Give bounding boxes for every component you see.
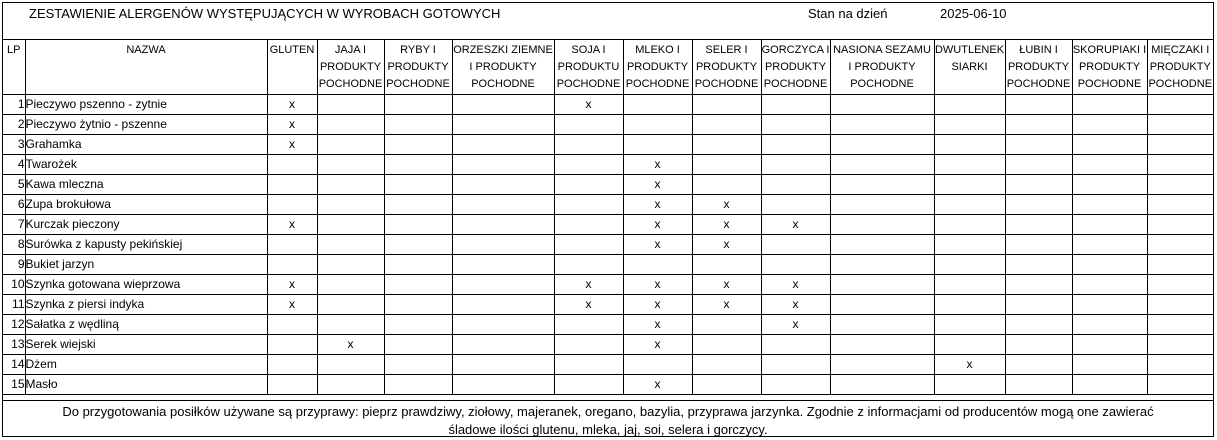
allergen-cell[interactable]: x — [554, 295, 623, 315]
allergen-cell[interactable] — [384, 315, 452, 335]
allergen-cell[interactable] — [384, 295, 452, 315]
product-name[interactable]: Dżem — [25, 355, 267, 375]
allergen-cell[interactable] — [452, 295, 554, 315]
allergen-cell[interactable]: x — [692, 295, 761, 315]
allergen-cell[interactable] — [384, 375, 452, 395]
allergen-cell[interactable] — [1072, 295, 1147, 315]
allergen-cell[interactable] — [1147, 115, 1213, 135]
table-row — [3, 295, 1213, 315]
allergen-cell[interactable] — [1147, 255, 1213, 275]
allergen-cell[interactable] — [452, 335, 554, 355]
allergen-cell[interactable] — [830, 135, 934, 155]
allergen-cell[interactable] — [317, 315, 384, 335]
column-header-name[interactable]: NAZWA — [25, 40, 267, 95]
table-row — [3, 255, 1213, 275]
row-number[interactable]: 11 — [3, 295, 25, 315]
sheet-title: ZESTAWIENIE ALERGENÓW WYSTĘPUJĄCYCH W WYROBACH GOTOWYCH — [29, 6, 501, 21]
allergen-cell[interactable] — [1005, 335, 1072, 355]
allergen-cell[interactable]: x — [623, 195, 692, 215]
allergen-cell[interactable] — [830, 155, 934, 175]
allergen-cell[interactable] — [554, 235, 623, 255]
allergen-cell[interactable] — [934, 235, 1005, 255]
allergen-cell[interactable] — [692, 355, 761, 375]
allergen-cell[interactable] — [267, 375, 317, 395]
row-number[interactable]: 13 — [3, 335, 25, 355]
allergen-cell[interactable] — [384, 335, 452, 355]
allergen-cell[interactable] — [1005, 235, 1072, 255]
allergen-cell[interactable] — [830, 195, 934, 215]
column-header-soy[interactable]: SOJA I PRODUKTU POCHODNE — [554, 40, 623, 95]
allergen-cell[interactable]: x — [761, 215, 830, 235]
allergen-cell[interactable] — [384, 255, 452, 275]
product-name[interactable]: Kawa mleczna — [25, 175, 267, 195]
footer-note — [3, 400, 1213, 437]
allergen-cell[interactable] — [554, 335, 623, 355]
allergen-cell[interactable] — [1147, 215, 1213, 235]
allergen-cell[interactable] — [934, 135, 1005, 155]
column-header-milk[interactable]: MLEKO I PRODUKTY POCHODNE — [623, 40, 692, 95]
footer-line-2: śladowe ilości glutenu, mleka, jaj, soi, selera i gorczycy. — [448, 422, 768, 437]
allergen-cell[interactable] — [1005, 255, 1072, 275]
allergen-cell[interactable] — [554, 115, 623, 135]
allergen-cell[interactable] — [934, 335, 1005, 355]
allergen-cell[interactable] — [934, 175, 1005, 195]
product-name[interactable]: Surówka z kapusty pekińskiej — [25, 235, 267, 255]
allergen-cell[interactable] — [554, 215, 623, 235]
allergen-cell[interactable]: x — [267, 295, 317, 315]
allergen-cell[interactable] — [452, 135, 554, 155]
allergen-cell[interactable] — [317, 195, 384, 215]
allergen-cell[interactable] — [830, 215, 934, 235]
allergen-cell[interactable]: x — [761, 315, 830, 335]
allergen-cell[interactable] — [934, 155, 1005, 175]
table-row — [3, 215, 1213, 235]
allergen-cell[interactable] — [267, 235, 317, 255]
allergen-cell[interactable] — [692, 175, 761, 195]
allergen-cell[interactable] — [1147, 355, 1213, 375]
allergen-cell[interactable] — [934, 215, 1005, 235]
date-value[interactable]: 2025-06-10 — [940, 6, 1007, 21]
column-header-mustard[interactable]: GORCZYCA I PRODUKTY POCHODNE — [761, 40, 830, 95]
allergen-cell[interactable] — [761, 375, 830, 395]
column-header-sulphites[interactable]: DWUTLENEK SIARKI — [934, 40, 1005, 95]
table-row — [3, 175, 1213, 195]
allergen-cell[interactable]: x — [267, 115, 317, 135]
product-name[interactable]: Masło — [25, 375, 267, 395]
allergen-cell[interactable] — [761, 95, 830, 115]
allergen-cell[interactable] — [1072, 315, 1147, 335]
allergen-cell[interactable] — [384, 175, 452, 195]
allergen-cell[interactable] — [1005, 295, 1072, 315]
allergen-cell[interactable] — [761, 255, 830, 275]
allergen-cell[interactable] — [830, 355, 934, 375]
allergen-cell[interactable] — [761, 175, 830, 195]
allergen-cell[interactable] — [692, 135, 761, 155]
allergen-cell[interactable] — [317, 275, 384, 295]
allergen-cell[interactable] — [934, 95, 1005, 115]
allergen-cell[interactable]: x — [623, 375, 692, 395]
allergen-cell[interactable] — [1147, 135, 1213, 155]
allergen-cell[interactable] — [1005, 315, 1072, 335]
allergen-cell[interactable] — [692, 315, 761, 335]
allergen-cell[interactable] — [1005, 375, 1072, 395]
allergen-cell[interactable] — [830, 315, 934, 335]
allergen-cell[interactable] — [934, 255, 1005, 275]
allergen-cell[interactable] — [267, 155, 317, 175]
allergen-cell[interactable] — [554, 155, 623, 175]
allergen-cell[interactable] — [384, 215, 452, 235]
date-label: Stan na dzień — [808, 6, 888, 21]
product-name[interactable]: Szynka z piersi indyka — [25, 295, 267, 315]
allergen-cell[interactable] — [384, 95, 452, 115]
allergen-cell[interactable]: x — [692, 195, 761, 215]
allergen-cell[interactable] — [1072, 335, 1147, 355]
column-header-sesame[interactable]: NASIONA SEZAMU I PRODUKTY POCHODNE — [830, 40, 934, 95]
allergen-cell[interactable] — [317, 255, 384, 275]
allergen-cell[interactable] — [934, 195, 1005, 215]
allergen-cell[interactable] — [761, 355, 830, 375]
allergen-cell[interactable] — [554, 195, 623, 215]
allergen-cell[interactable] — [317, 95, 384, 115]
allergen-cell[interactable] — [452, 95, 554, 115]
row-number[interactable]: 9 — [3, 255, 25, 275]
allergen-cell[interactable] — [623, 115, 692, 135]
allergen-cell[interactable] — [692, 335, 761, 355]
allergen-cell[interactable] — [1072, 275, 1147, 295]
allergen-cell[interactable]: x — [623, 235, 692, 255]
column-header-fish[interactable]: RYBY I PRODUKTY POCHODNE — [384, 40, 452, 95]
allergen-cell[interactable]: x — [623, 215, 692, 235]
allergen-cell[interactable] — [1147, 295, 1213, 315]
allergen-cell[interactable] — [452, 115, 554, 135]
header-row — [3, 40, 1213, 95]
allergen-cell[interactable] — [692, 155, 761, 175]
table-row — [3, 375, 1213, 395]
allergen-cell[interactable] — [934, 115, 1005, 135]
allergen-cell[interactable] — [452, 235, 554, 255]
allergen-cell[interactable] — [1072, 375, 1147, 395]
product-name[interactable]: Serek wiejski — [25, 335, 267, 355]
table-row — [3, 275, 1213, 295]
allergen-cell[interactable] — [384, 115, 452, 135]
allergen-cell[interactable] — [1005, 175, 1072, 195]
allergen-cell[interactable] — [1147, 155, 1213, 175]
product-name[interactable]: Bukiet jarzyn — [25, 255, 267, 275]
allergen-cell[interactable] — [452, 215, 554, 235]
allergen-cell[interactable] — [761, 115, 830, 135]
allergen-cell[interactable]: x — [623, 175, 692, 195]
allergen-cell[interactable] — [761, 335, 830, 355]
allergen-cell[interactable]: x — [623, 295, 692, 315]
allergen-cell[interactable]: x — [317, 335, 384, 355]
allergen-cell[interactable] — [384, 155, 452, 175]
row-number[interactable]: 14 — [3, 355, 25, 375]
allergen-cell[interactable] — [830, 295, 934, 315]
allergen-cell[interactable] — [554, 135, 623, 155]
allergen-cell[interactable] — [623, 255, 692, 275]
allergen-cell[interactable] — [317, 115, 384, 135]
allergen-cell[interactable]: x — [554, 275, 623, 295]
allergen-cell[interactable]: x — [934, 355, 1005, 375]
allergen-cell[interactable] — [452, 375, 554, 395]
allergen-cell[interactable] — [1147, 335, 1213, 355]
row-number[interactable]: 10 — [3, 275, 25, 295]
allergen-cell[interactable] — [1005, 155, 1072, 175]
table-row — [3, 115, 1213, 135]
allergen-sheet — [2, 2, 1214, 437]
allergen-cell[interactable] — [830, 255, 934, 275]
allergen-cell[interactable] — [317, 175, 384, 195]
allergen-cell[interactable]: x — [623, 335, 692, 355]
row-number[interactable]: 7 — [3, 215, 25, 235]
allergen-cell[interactable]: x — [267, 215, 317, 235]
column-header-eggs[interactable]: JAJA I PRODUKTY POCHODNE — [317, 40, 384, 95]
allergen-cell[interactable] — [267, 255, 317, 275]
allergen-cell[interactable] — [1005, 95, 1072, 115]
column-header-crustaceans[interactable]: SKORUPIAKI I PRODUKTY POCHODNE — [1072, 40, 1147, 95]
title-row — [3, 3, 1213, 40]
allergen-cell[interactable] — [384, 275, 452, 295]
allergen-cell[interactable] — [317, 375, 384, 395]
row-number[interactable]: 2 — [3, 115, 25, 135]
allergen-cell[interactable] — [267, 315, 317, 335]
footer-line-1: Do przygotowania posiłków używane są przyprawy: pieprz prawdziwy, ziołowy, majeranek, oregano, bazylia, przyprawa jarzynka. Zgodnie z informacjami od producentów mogą one zawierać — [62, 404, 1154, 419]
allergen-cell[interactable] — [1072, 235, 1147, 255]
allergen-cell[interactable] — [384, 235, 452, 255]
allergen-cell[interactable] — [1147, 275, 1213, 295]
allergen-cell[interactable] — [317, 355, 384, 375]
allergen-cell[interactable]: x — [692, 235, 761, 255]
allergen-cell[interactable] — [452, 175, 554, 195]
allergen-cell[interactable] — [1005, 115, 1072, 135]
allergen-cell[interactable] — [830, 235, 934, 255]
allergen-cell[interactable] — [384, 135, 452, 155]
allergen-cell[interactable] — [1072, 135, 1147, 155]
column-header-lupin[interactable]: ŁUBIN I PRODUKTY POCHODNE — [1005, 40, 1072, 95]
allergen-cell[interactable]: x — [267, 135, 317, 155]
allergen-cell[interactable] — [934, 375, 1005, 395]
product-name[interactable]: Grahamka — [25, 135, 267, 155]
allergen-cell[interactable] — [934, 295, 1005, 315]
allergen-cell[interactable] — [384, 195, 452, 215]
allergen-cell[interactable] — [317, 135, 384, 155]
allergen-cell[interactable]: x — [267, 275, 317, 295]
allergen-cell[interactable] — [623, 135, 692, 155]
table-row — [3, 195, 1213, 215]
row-number[interactable]: 8 — [3, 235, 25, 255]
product-name[interactable]: Kurczak pieczony — [25, 215, 267, 235]
allergen-cell[interactable] — [452, 275, 554, 295]
product-name[interactable]: Szynka gotowana wieprzowa — [25, 275, 267, 295]
table-row — [3, 335, 1213, 355]
row-number[interactable]: 5 — [3, 175, 25, 195]
column-header-lp[interactable]: LP — [3, 40, 25, 95]
product-name[interactable]: Sałatka z wędliną — [25, 315, 267, 335]
allergen-cell[interactable] — [554, 175, 623, 195]
allergen-cell[interactable] — [317, 155, 384, 175]
row-number[interactable]: 4 — [3, 155, 25, 175]
allergen-cell[interactable] — [1072, 195, 1147, 215]
allergen-cell[interactable] — [1072, 95, 1147, 115]
allergen-cell[interactable] — [623, 95, 692, 115]
allergen-cell[interactable]: x — [623, 155, 692, 175]
product-name[interactable]: Pieczywo pszenno - zytnie — [25, 95, 267, 115]
allergen-cell[interactable] — [554, 255, 623, 275]
product-name[interactable]: Pieczywo żytnio - pszenne — [25, 115, 267, 135]
allergen-cell[interactable] — [830, 275, 934, 295]
allergen-cell[interactable] — [452, 155, 554, 175]
allergen-cell[interactable] — [1147, 315, 1213, 335]
allergen-cell[interactable]: x — [554, 95, 623, 115]
table-body — [3, 95, 1213, 395]
allergen-cell[interactable] — [452, 315, 554, 335]
allergen-cell[interactable] — [692, 255, 761, 275]
allergen-cell[interactable] — [1147, 195, 1213, 215]
table-row — [3, 235, 1213, 255]
allergen-cell[interactable] — [267, 355, 317, 375]
row-number[interactable]: 3 — [3, 135, 25, 155]
allergen-cell[interactable]: x — [761, 275, 830, 295]
table-row — [3, 355, 1213, 375]
allergen-cell[interactable] — [830, 95, 934, 115]
allergen-cell[interactable] — [934, 275, 1005, 295]
row-number[interactable]: 15 — [3, 375, 25, 395]
allergen-cell[interactable] — [452, 355, 554, 375]
allergen-cell[interactable] — [830, 335, 934, 355]
allergen-cell[interactable]: x — [623, 275, 692, 295]
allergen-cell[interactable] — [384, 355, 452, 375]
allergen-cell[interactable] — [934, 315, 1005, 335]
allergen-cell[interactable] — [1072, 155, 1147, 175]
allergen-cell[interactable] — [317, 295, 384, 315]
table-row — [3, 315, 1213, 335]
allergen-cell[interactable]: x — [692, 215, 761, 235]
allergen-cell[interactable] — [830, 175, 934, 195]
row-number[interactable]: 12 — [3, 315, 25, 335]
allergen-cell[interactable] — [1072, 255, 1147, 275]
allergen-cell[interactable]: x — [692, 275, 761, 295]
column-header-peanuts[interactable]: ORZESZKI ZIEMNE I PRODUKTY POCHODNE — [452, 40, 554, 95]
allergen-cell[interactable] — [1072, 355, 1147, 375]
allergen-cell[interactable] — [452, 195, 554, 215]
allergen-cell[interactable] — [554, 355, 623, 375]
allergen-cell[interactable]: x — [267, 95, 317, 115]
allergen-cell[interactable] — [761, 235, 830, 255]
row-number[interactable]: 6 — [3, 195, 25, 215]
allergen-cell[interactable] — [267, 195, 317, 215]
table-row — [3, 155, 1213, 175]
allergen-cell[interactable] — [1147, 375, 1213, 395]
column-header-molluscs[interactable]: MIĘCZAKI I PRODUKTY POCHODNE — [1147, 40, 1213, 95]
allergen-cell[interactable]: x — [761, 295, 830, 315]
allergen-cell[interactable] — [1147, 95, 1213, 115]
allergen-cell[interactable] — [452, 255, 554, 275]
allergen-cell[interactable] — [1005, 215, 1072, 235]
allergen-cell[interactable] — [317, 215, 384, 235]
row-number[interactable]: 1 — [3, 95, 25, 115]
allergen-cell[interactable] — [1072, 175, 1147, 195]
allergen-cell[interactable] — [1072, 115, 1147, 135]
allergen-cell[interactable] — [830, 115, 934, 135]
allergen-cell[interactable] — [1147, 235, 1213, 255]
allergen-cell[interactable] — [623, 355, 692, 375]
allergen-table — [3, 39, 1213, 395]
allergen-cell[interactable] — [317, 235, 384, 255]
allergen-cell[interactable] — [761, 195, 830, 215]
table-row — [3, 95, 1213, 115]
column-header-celery[interactable]: SELER I PRODUKTY POCHODNE — [692, 40, 761, 95]
allergen-cell[interactable] — [761, 155, 830, 175]
allergen-cell[interactable]: x — [623, 315, 692, 335]
allergen-cell[interactable] — [1072, 215, 1147, 235]
allergen-cell[interactable] — [830, 375, 934, 395]
allergen-cell[interactable] — [1147, 175, 1213, 195]
allergen-cell[interactable] — [761, 135, 830, 155]
allergen-cell[interactable] — [692, 95, 761, 115]
allergen-cell[interactable] — [554, 375, 623, 395]
product-name[interactable]: Zupa brokułowa — [25, 195, 267, 215]
allergen-cell[interactable] — [1005, 355, 1072, 375]
allergen-cell[interactable] — [267, 335, 317, 355]
column-header-gluten[interactable]: GLUTEN — [267, 40, 317, 95]
allergen-cell[interactable] — [692, 375, 761, 395]
allergen-cell[interactable] — [1005, 135, 1072, 155]
allergen-cell[interactable] — [1005, 275, 1072, 295]
allergen-cell[interactable] — [692, 115, 761, 135]
allergen-cell[interactable] — [1005, 195, 1072, 215]
allergen-cell[interactable] — [267, 175, 317, 195]
product-name[interactable]: Twarożek — [25, 155, 267, 175]
allergen-cell[interactable] — [554, 315, 623, 335]
table-row — [3, 135, 1213, 155]
